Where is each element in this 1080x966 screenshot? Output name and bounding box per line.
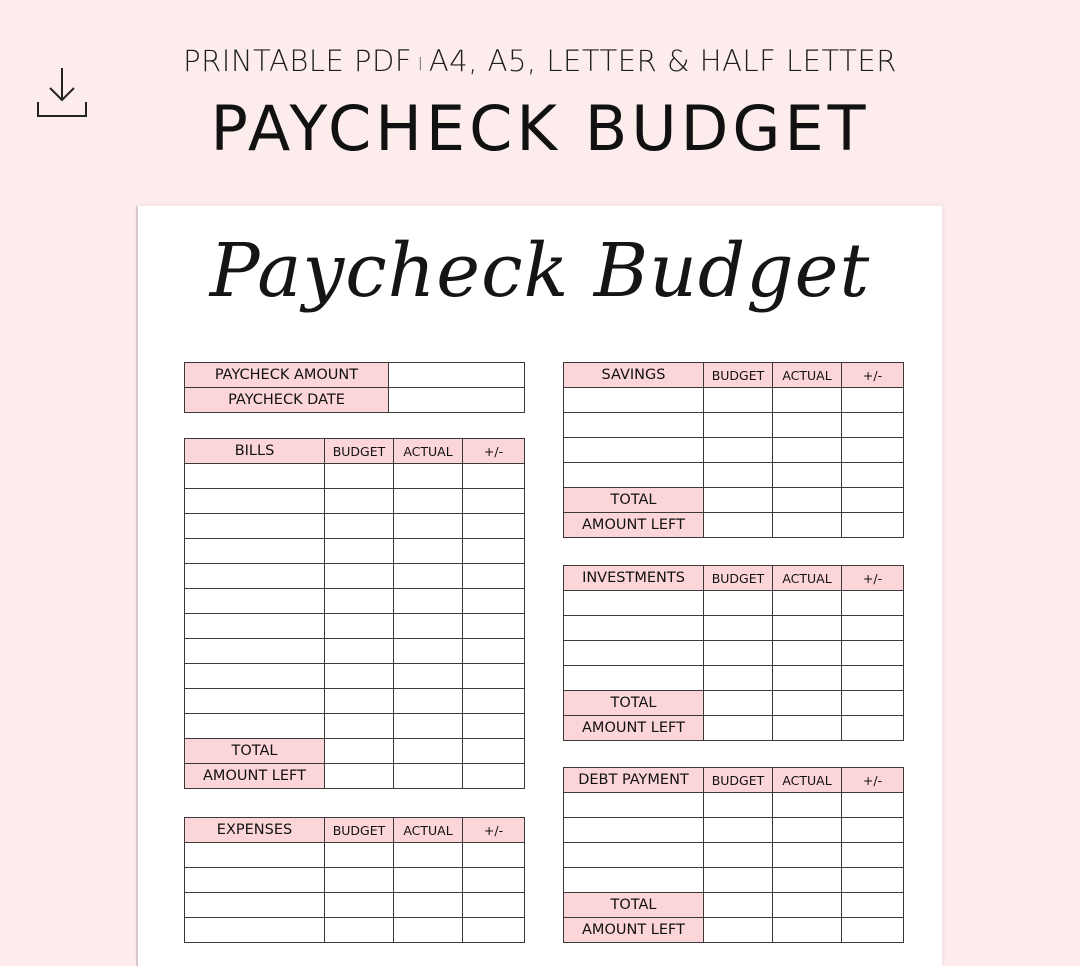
budget-cell[interactable] bbox=[704, 691, 773, 716]
amount-left-row bbox=[564, 918, 904, 943]
actual-cell[interactable] bbox=[394, 664, 463, 689]
savings-title: SAVINGS bbox=[564, 363, 704, 388]
item-cell[interactable] bbox=[564, 793, 704, 818]
actual-cell[interactable] bbox=[394, 639, 463, 664]
item-cell[interactable] bbox=[564, 616, 704, 641]
subtitle bbox=[0, 44, 1080, 78]
savings-header-row bbox=[564, 363, 904, 388]
table-row bbox=[185, 639, 525, 664]
page-title: PAYCHECK BUDGET bbox=[210, 92, 870, 165]
difference-cell[interactable] bbox=[842, 616, 904, 641]
item-cell[interactable] bbox=[185, 714, 325, 739]
actual-cell[interactable] bbox=[394, 739, 463, 764]
table-row bbox=[564, 438, 904, 463]
table-row bbox=[185, 689, 525, 714]
paycheck-date-label: PAYCHECK DATE bbox=[185, 388, 389, 413]
actual-cell[interactable] bbox=[394, 843, 463, 868]
difference-cell[interactable] bbox=[463, 714, 525, 739]
difference-cell[interactable] bbox=[842, 893, 904, 918]
table-row bbox=[185, 539, 525, 564]
budget-cell[interactable] bbox=[704, 641, 773, 666]
budget-cell[interactable] bbox=[325, 639, 394, 664]
budget-cell[interactable] bbox=[704, 868, 773, 893]
difference-cell[interactable] bbox=[842, 641, 904, 666]
item-cell[interactable] bbox=[185, 893, 325, 918]
actual-cell[interactable] bbox=[394, 918, 463, 943]
budget-cell[interactable] bbox=[704, 843, 773, 868]
budget-sheet bbox=[138, 206, 942, 966]
sheet-title: Paycheck Budget bbox=[209, 228, 871, 314]
actual-cell[interactable] bbox=[773, 918, 842, 943]
item-cell[interactable] bbox=[185, 918, 325, 943]
budget-column-header: BUDGET bbox=[704, 768, 773, 793]
budget-cell[interactable] bbox=[325, 689, 394, 714]
budget-cell[interactable] bbox=[704, 463, 773, 488]
item-cell[interactable] bbox=[185, 689, 325, 714]
difference-cell[interactable] bbox=[842, 716, 904, 741]
budget-cell[interactable] bbox=[704, 488, 773, 513]
budget-cell[interactable] bbox=[704, 918, 773, 943]
actual-cell[interactable] bbox=[394, 614, 463, 639]
amount-left-label: AMOUNT LEFT bbox=[564, 513, 704, 538]
difference-cell[interactable] bbox=[842, 591, 904, 616]
table-row bbox=[185, 664, 525, 689]
actual-cell[interactable] bbox=[394, 589, 463, 614]
item-cell[interactable] bbox=[185, 843, 325, 868]
total-label: TOTAL bbox=[185, 739, 325, 764]
budget-cell[interactable] bbox=[704, 591, 773, 616]
subtitle-separator: | bbox=[418, 55, 423, 71]
difference-column-header: +/- bbox=[463, 818, 525, 843]
actual-cell[interactable] bbox=[773, 438, 842, 463]
difference-cell[interactable] bbox=[842, 843, 904, 868]
budget-cell[interactable] bbox=[704, 666, 773, 691]
item-cell[interactable] bbox=[185, 639, 325, 664]
paycheck-amount-field[interactable] bbox=[389, 363, 525, 388]
table-row bbox=[564, 868, 904, 893]
budget-cell[interactable] bbox=[325, 539, 394, 564]
actual-cell[interactable] bbox=[394, 714, 463, 739]
actual-column-header: ACTUAL bbox=[773, 768, 842, 793]
paycheck-date-row bbox=[185, 388, 525, 413]
difference-cell[interactable] bbox=[463, 539, 525, 564]
total-row bbox=[564, 691, 904, 716]
paycheck-date-field[interactable] bbox=[389, 388, 525, 413]
budget-cell[interactable] bbox=[704, 716, 773, 741]
budget-column-header: BUDGET bbox=[704, 363, 773, 388]
table-row bbox=[185, 868, 525, 893]
total-row bbox=[564, 488, 904, 513]
actual-column-header: ACTUAL bbox=[394, 818, 463, 843]
debt-header-row bbox=[564, 768, 904, 793]
item-cell[interactable] bbox=[564, 818, 704, 843]
amount-left-row bbox=[185, 764, 525, 789]
actual-cell[interactable] bbox=[773, 843, 842, 868]
difference-cell[interactable] bbox=[842, 388, 904, 413]
budget-cell[interactable] bbox=[325, 564, 394, 589]
amount-left-label: AMOUNT LEFT bbox=[564, 716, 704, 741]
budget-cell[interactable] bbox=[325, 739, 394, 764]
total-label: TOTAL bbox=[564, 893, 704, 918]
debt-title: DEBT PAYMENT bbox=[564, 768, 704, 793]
total-row bbox=[185, 739, 525, 764]
item-cell[interactable] bbox=[185, 539, 325, 564]
difference-cell[interactable] bbox=[842, 488, 904, 513]
actual-cell[interactable] bbox=[394, 893, 463, 918]
actual-cell[interactable] bbox=[394, 464, 463, 489]
bills-table bbox=[184, 438, 525, 789]
paycheck-table bbox=[184, 362, 525, 413]
investments-header-row bbox=[564, 566, 904, 591]
bills-header-row bbox=[185, 439, 525, 464]
budget-cell[interactable] bbox=[325, 614, 394, 639]
difference-cell[interactable] bbox=[463, 514, 525, 539]
actual-cell[interactable] bbox=[773, 463, 842, 488]
difference-cell[interactable] bbox=[463, 868, 525, 893]
table-row bbox=[185, 589, 525, 614]
budget-cell[interactable] bbox=[325, 714, 394, 739]
budget-cell[interactable] bbox=[704, 893, 773, 918]
difference-cell[interactable] bbox=[842, 793, 904, 818]
item-cell[interactable] bbox=[564, 843, 704, 868]
difference-cell[interactable] bbox=[463, 614, 525, 639]
difference-cell[interactable] bbox=[463, 589, 525, 614]
subtitle-sizes: A4, A5, LETTER & HALF LETTER bbox=[428, 44, 897, 78]
difference-cell[interactable] bbox=[463, 464, 525, 489]
actual-cell[interactable] bbox=[773, 616, 842, 641]
table-row bbox=[564, 591, 904, 616]
table-row bbox=[185, 564, 525, 589]
table-row bbox=[185, 714, 525, 739]
budget-cell[interactable] bbox=[704, 616, 773, 641]
item-cell[interactable] bbox=[185, 564, 325, 589]
expenses-title: EXPENSES bbox=[185, 818, 325, 843]
investments-title: INVESTMENTS bbox=[564, 566, 704, 591]
table-row bbox=[564, 666, 904, 691]
investments-table bbox=[563, 565, 904, 741]
bills-title: BILLS bbox=[185, 439, 325, 464]
amount-left-label: AMOUNT LEFT bbox=[564, 918, 704, 943]
actual-column-header: ACTUAL bbox=[773, 566, 842, 591]
budget-cell[interactable] bbox=[704, 793, 773, 818]
amount-left-row bbox=[564, 513, 904, 538]
table-row bbox=[564, 641, 904, 666]
difference-cell[interactable] bbox=[842, 438, 904, 463]
budget-cell[interactable] bbox=[325, 464, 394, 489]
difference-cell[interactable] bbox=[463, 639, 525, 664]
savings-table bbox=[563, 362, 904, 538]
table-row bbox=[185, 614, 525, 639]
difference-cell[interactable] bbox=[842, 513, 904, 538]
actual-cell[interactable] bbox=[773, 893, 842, 918]
paycheck-amount-label: PAYCHECK AMOUNT bbox=[185, 363, 389, 388]
item-cell[interactable] bbox=[185, 589, 325, 614]
budget-column-header: BUDGET bbox=[325, 439, 394, 464]
actual-cell[interactable] bbox=[773, 691, 842, 716]
item-cell[interactable] bbox=[564, 463, 704, 488]
table-row bbox=[564, 818, 904, 843]
budget-cell[interactable] bbox=[325, 664, 394, 689]
difference-cell[interactable] bbox=[463, 764, 525, 789]
actual-cell[interactable] bbox=[773, 513, 842, 538]
difference-cell[interactable] bbox=[463, 564, 525, 589]
budget-column-header: BUDGET bbox=[325, 818, 394, 843]
item-cell[interactable] bbox=[185, 464, 325, 489]
subtitle-format: PRINTABLE PDF bbox=[183, 44, 413, 78]
difference-column-header: +/- bbox=[842, 363, 904, 388]
item-cell[interactable] bbox=[185, 489, 325, 514]
budget-cell[interactable] bbox=[325, 764, 394, 789]
difference-cell[interactable] bbox=[463, 664, 525, 689]
difference-cell[interactable] bbox=[463, 689, 525, 714]
difference-column-header: +/- bbox=[842, 768, 904, 793]
item-cell[interactable] bbox=[564, 591, 704, 616]
item-cell[interactable] bbox=[185, 514, 325, 539]
item-cell[interactable] bbox=[564, 666, 704, 691]
total-label: TOTAL bbox=[564, 691, 704, 716]
item-cell[interactable] bbox=[564, 388, 704, 413]
difference-cell[interactable] bbox=[463, 893, 525, 918]
budget-cell[interactable] bbox=[325, 514, 394, 539]
table-row bbox=[564, 463, 904, 488]
difference-column-header: +/- bbox=[842, 566, 904, 591]
table-row bbox=[564, 793, 904, 818]
item-cell[interactable] bbox=[564, 438, 704, 463]
difference-cell[interactable] bbox=[842, 691, 904, 716]
budget-column-header: BUDGET bbox=[704, 566, 773, 591]
difference-cell[interactable] bbox=[463, 843, 525, 868]
table-row bbox=[185, 489, 525, 514]
actual-cell[interactable] bbox=[394, 764, 463, 789]
actual-column-header: ACTUAL bbox=[394, 439, 463, 464]
item-cell[interactable] bbox=[185, 868, 325, 893]
budget-cell[interactable] bbox=[704, 818, 773, 843]
item-cell[interactable] bbox=[185, 614, 325, 639]
difference-column-header: +/- bbox=[463, 439, 525, 464]
actual-cell[interactable] bbox=[773, 641, 842, 666]
expenses-header-row bbox=[185, 818, 525, 843]
budget-cell[interactable] bbox=[325, 918, 394, 943]
difference-cell[interactable] bbox=[842, 868, 904, 893]
table-row bbox=[185, 918, 525, 943]
total-row bbox=[564, 893, 904, 918]
actual-cell[interactable] bbox=[773, 413, 842, 438]
actual-cell[interactable] bbox=[394, 689, 463, 714]
budget-cell[interactable] bbox=[325, 868, 394, 893]
actual-cell[interactable] bbox=[773, 716, 842, 741]
difference-cell[interactable] bbox=[842, 666, 904, 691]
actual-cell[interactable] bbox=[773, 818, 842, 843]
budget-cell[interactable] bbox=[325, 589, 394, 614]
difference-cell[interactable] bbox=[842, 918, 904, 943]
table-row bbox=[564, 616, 904, 641]
table-row bbox=[564, 843, 904, 868]
expenses-table bbox=[184, 817, 525, 943]
budget-cell[interactable] bbox=[704, 438, 773, 463]
actual-cell[interactable] bbox=[394, 564, 463, 589]
budget-cell[interactable] bbox=[325, 893, 394, 918]
actual-cell[interactable] bbox=[773, 591, 842, 616]
actual-cell[interactable] bbox=[773, 666, 842, 691]
actual-cell[interactable] bbox=[394, 539, 463, 564]
actual-cell[interactable] bbox=[394, 868, 463, 893]
budget-cell[interactable] bbox=[325, 843, 394, 868]
budget-cell[interactable] bbox=[704, 388, 773, 413]
amount-left-label: AMOUNT LEFT bbox=[185, 764, 325, 789]
difference-cell[interactable] bbox=[463, 739, 525, 764]
table-row bbox=[185, 464, 525, 489]
difference-cell[interactable] bbox=[842, 463, 904, 488]
table-row bbox=[564, 413, 904, 438]
actual-cell[interactable] bbox=[773, 868, 842, 893]
actual-cell[interactable] bbox=[394, 514, 463, 539]
difference-cell[interactable] bbox=[842, 413, 904, 438]
actual-column-header: ACTUAL bbox=[773, 363, 842, 388]
item-cell[interactable] bbox=[564, 868, 704, 893]
budget-cell[interactable] bbox=[704, 413, 773, 438]
actual-cell[interactable] bbox=[773, 793, 842, 818]
table-row bbox=[564, 388, 904, 413]
difference-cell[interactable] bbox=[463, 918, 525, 943]
debt-payment-table bbox=[563, 767, 904, 943]
table-row bbox=[185, 843, 525, 868]
actual-cell[interactable] bbox=[773, 388, 842, 413]
amount-left-row bbox=[564, 716, 904, 741]
budget-cell[interactable] bbox=[704, 513, 773, 538]
difference-cell[interactable] bbox=[463, 489, 525, 514]
paycheck-amount-row bbox=[185, 363, 525, 388]
budget-cell[interactable] bbox=[325, 489, 394, 514]
item-cell[interactable] bbox=[185, 664, 325, 689]
total-label: TOTAL bbox=[564, 488, 704, 513]
actual-cell[interactable] bbox=[394, 489, 463, 514]
actual-cell[interactable] bbox=[773, 488, 842, 513]
item-cell[interactable] bbox=[564, 413, 704, 438]
difference-cell[interactable] bbox=[842, 818, 904, 843]
table-row bbox=[185, 514, 525, 539]
table-row bbox=[185, 893, 525, 918]
item-cell[interactable] bbox=[564, 641, 704, 666]
